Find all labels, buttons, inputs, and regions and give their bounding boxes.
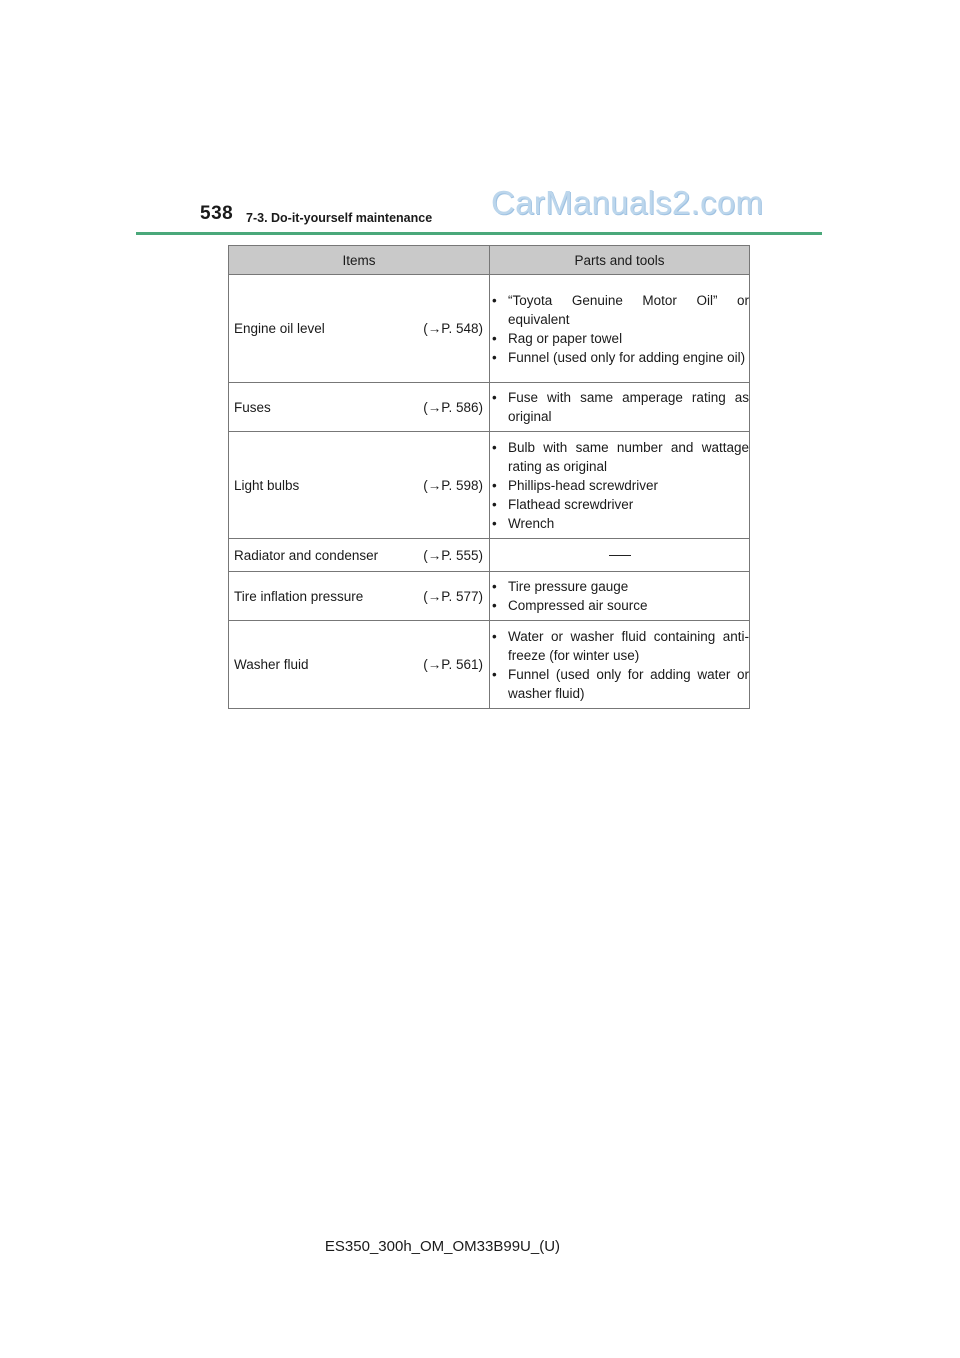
- header-divider: [136, 232, 822, 235]
- parts-cell: [490, 432, 750, 539]
- item-name: Radiator and condenser: [234, 547, 379, 563]
- parts-cell: [490, 383, 750, 432]
- list-item: • “Toyota Genuine Motor Oil” or equivalent: [490, 291, 749, 329]
- item-cell: [229, 432, 490, 539]
- parts-list: [490, 438, 749, 533]
- list-item: • Fuse with same amperage rating as original: [490, 388, 749, 426]
- column-header-parts: Parts and tools: [490, 246, 750, 275]
- section-title: 7-3. Do-it-yourself maintenance: [246, 211, 433, 225]
- page-reference: (→P. 561): [423, 657, 483, 672]
- item-name: Engine oil level: [234, 321, 325, 336]
- document-code: ES350_300h_OM_OM33B99U_(U): [324, 1238, 561, 1255]
- table-row: [229, 383, 750, 432]
- list-item: • Phillips-head screwdriver: [490, 476, 749, 495]
- parts-cell: [490, 572, 750, 621]
- item-cell: [229, 572, 490, 621]
- parts-cell: [490, 539, 750, 572]
- parts-list: [490, 577, 749, 615]
- page-header: [0, 0, 960, 240]
- page-reference: (→P. 586): [423, 399, 483, 415]
- page-footer: [0, 1238, 960, 1255]
- list-item: • Compressed air source: [490, 596, 749, 615]
- table-row: [229, 539, 750, 572]
- item-name: Washer fluid: [234, 657, 309, 672]
- column-header-items: Items: [229, 246, 490, 275]
- table-row: [229, 572, 750, 621]
- parts-cell: [490, 621, 750, 709]
- item-cell: [229, 383, 490, 432]
- parts-list: [490, 291, 749, 367]
- item-name: Light bulbs: [234, 477, 300, 493]
- page-reference: (→P. 555): [423, 547, 483, 563]
- item-name: Fuses: [234, 399, 271, 415]
- watermark-logo: CarManuals2.com: [491, 184, 764, 221]
- list-item: • Bulb with same number and wattage rating as original: [490, 438, 749, 476]
- parts-list: [490, 388, 749, 426]
- page-reference: (→P. 598): [423, 477, 483, 493]
- table-row: [229, 621, 750, 709]
- list-item: • Funnel (used only for adding engine oil): [490, 348, 749, 367]
- parts-cell: [490, 275, 750, 383]
- list-item: • Wrench: [490, 514, 749, 533]
- item-name: Tire inflation pressure: [234, 588, 364, 604]
- page-number: 538: [200, 203, 234, 224]
- item-cell: [229, 539, 490, 572]
- item-cell: [229, 621, 490, 709]
- no-parts-dash: [609, 555, 631, 556]
- table-row: [229, 432, 750, 539]
- list-item: • Funnel (used only for adding water or washer fluid): [490, 665, 749, 703]
- page-reference: (→P. 548): [423, 321, 483, 336]
- item-cell: [229, 275, 490, 383]
- table-row: [229, 275, 750, 383]
- parts-list: [490, 627, 749, 703]
- list-item: • Water or washer fluid containing anti-freeze (for winter use): [490, 627, 749, 665]
- list-item: • Tire pressure gauge: [490, 577, 749, 596]
- list-item: • Rag or paper towel: [490, 329, 749, 348]
- list-item: • Flathead screwdriver: [490, 495, 749, 514]
- page-reference: (→P. 577): [423, 588, 483, 604]
- table-header-row: [229, 246, 750, 275]
- maintenance-parts-table: [228, 245, 750, 709]
